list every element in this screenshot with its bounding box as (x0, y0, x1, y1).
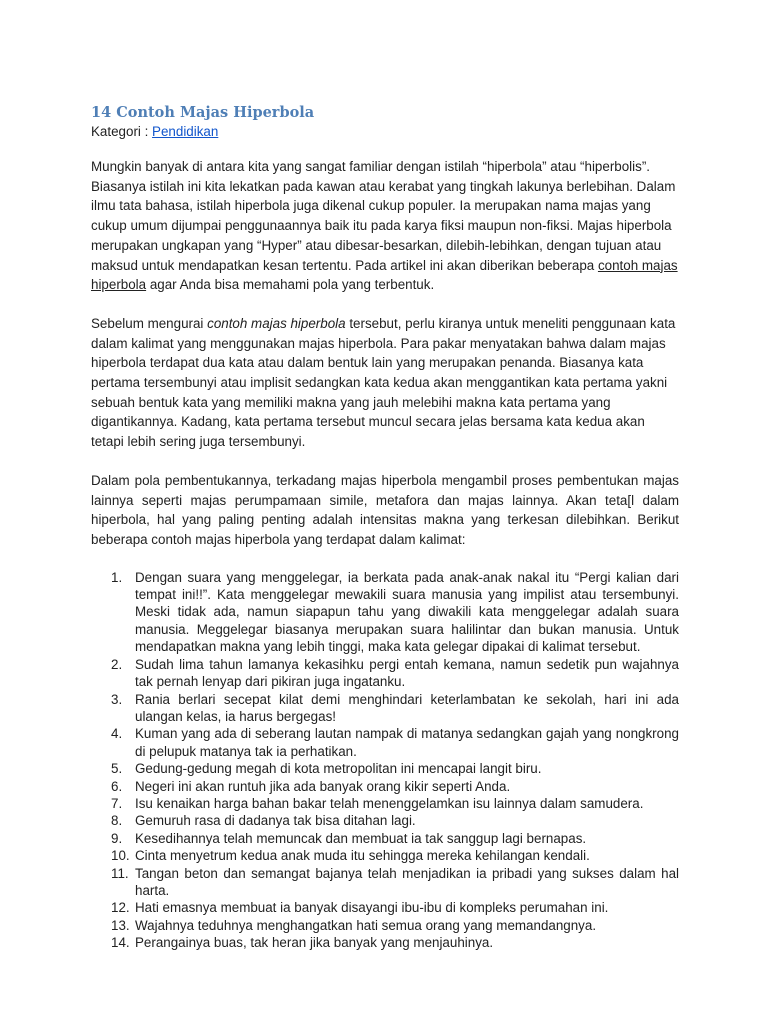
list-item-number: 3. (111, 691, 123, 707)
list-item-number: 4. (111, 726, 123, 742)
list-item (91, 656, 679, 691)
examples-list (91, 569, 679, 952)
list-item-number: 6. (111, 778, 123, 794)
list-item-number: 5. (111, 761, 123, 777)
paragraph-intro-text: Mungkin banyak di antara kita yang sangat familiar dengan istilah “hiperbola” atau “hiperbolis”. Biasanya istilah ini kita lekatkan pada kawan atau kerabat yang tingkah lakunya berlebihan. Dalam ilmu tata bahasa, istilah hiperbola juga dikenal cukup populer. Ia merupakan nama majas yang cukup umum dijumpai penggunaannya baik itu pada karya fiksi maupun non-fiksi. Majas hiperbola merupakan ungkapan yang “Hyper” atau dibesar-besarkan, dilebih-lebihkan, dengan tujuan atau maksud untuk mendapatkan kesan tertentu. Pada artikel ini akan diberikan beberapa (91, 159, 676, 273)
list-item-number: 1. (111, 569, 123, 585)
category-line (91, 122, 679, 142)
category-link[interactable]: Pendidikan (152, 124, 219, 139)
list-item-text: Negeri ini akan runtuh jika ada banyak orang kikir seperti Anda. (135, 778, 511, 794)
list-item (91, 847, 679, 864)
list-item (91, 725, 679, 760)
paragraph-intro-tail: agar Anda bisa memahami pola yang terbentuk. (146, 277, 435, 293)
list-item-number: 13. (111, 917, 130, 933)
paragraph-analysis-rest: tersebut, perlu kiranya untuk meneliti penggunaan kata dalam kalimat yang menggunakan majas hiperbola. Para pakar menyatakan bahwa dalam majas hiperbola terdapat dua kata atau dalam bentuk lain yang merupakan penanda. Biasanya kata pertama tersembunyi atau implisit sedangkan kata kedua akan menggantikan kata pertama yakni sebuah bentuk kata yang memiliki makna yang jauh melebihi makna kata pertama yang digantikannya. Kadang, kata pertama tersebut muncul secara jelas bersama kata kedua akan tetapi lebih sering juga tersembunyi. (91, 315, 676, 450)
list-item-text: Kesedihannya telah memuncak dan membuat ia tak sanggup lagi bernapas. (135, 830, 587, 846)
contoh-majas-hiperbola-link[interactable]: contoh majas hiperbola (91, 257, 678, 293)
list-item-number: 12. (111, 900, 130, 916)
list-item-text: Perangainya buas, tak heran jika banyak yang menjauhinya. (135, 935, 494, 951)
list-item (91, 934, 679, 951)
list-item-text: Dengan suara yang menggelegar, ia berkata pada anak-anak nakal itu “Pergi kalian dari tempat ini!!”. Kata menggelegar mewakili suara manusia yang impilist atau tersembunyi. Meski tidak ada, namun siapapun tahu yang diwakili kata menggelegar adalah suara manusia. Meggelegar biasanya merupakan suara halilintar dan bukan manusia. Untuk mendapatkan makna yang lebih tinggi, maka kata gelegar dipakai di kalimat tersebut. (135, 569, 679, 655)
list-item-text: Tangan beton dan semangat bajanya telah menjadikan ia pribadi yang sukses dalam hal harta. (135, 865, 679, 898)
paragraph-intro (91, 157, 679, 295)
list-item (91, 812, 679, 829)
list-item-number: 2. (111, 656, 123, 672)
list-item-number: 11. (111, 865, 129, 881)
list-item-text: Sudah lima tahun lamanya kekasihku pergi entah kemana, namun sedetik pun wajahnya tak pernah lenyap dari pikiran juga ingatanku. (135, 656, 679, 690)
list-item-number: 14. (111, 935, 130, 951)
list-item-text: Rania berlari secepat kilat demi menghindari keterlambatan ke sekolah, hari ini ada ulangan kelas, ia harus bergegas! (135, 691, 679, 724)
list-item-text: Isu kenaikan harga bahan bakar telah menenggelamkan isu lainnya dalam samudera. (135, 795, 644, 811)
list-item (91, 778, 679, 795)
paragraph-analysis-start: Sebelum mengurai (91, 315, 208, 331)
list-item-text: Kuman yang ada di seberang lautan nampak di matanya sedangkan gajah yang nongkrong di pelupuk matanya tak ia perhatikan. (135, 726, 679, 759)
list-item (91, 917, 679, 934)
list-item (91, 865, 679, 900)
list-item (91, 760, 679, 777)
list-item-text: Cinta menyetrum kedua anak muda itu sehingga mereka kehilangan kendali. (135, 848, 590, 864)
paragraph-analysis-italic: contoh majas hiperbola (207, 315, 346, 331)
list-item-number: 9. (111, 830, 123, 846)
list-item (91, 830, 679, 847)
paragraph-pattern: Dalam pola pembentukannya, terkadang majas hiperbola mengambil proses pembentukan majas lainnya seperti majas perumpamaan simile, metafora dan majas lainnya. Akan teta[l dalam hiperbola, hal yang paling penting adalah intensitas makna yang terkesan dilebihkan. Berikut beberapa contoh majas hiperbola yang terdapat dalam kalimat: (91, 472, 679, 547)
list-item-text: Gemuruh rasa di dadanya tak bisa ditahan lagi. (135, 813, 416, 829)
list-item-text: Hati emasnya membuat ia banyak disayangi ibu-ibu di kompleks perumahan ini. (135, 900, 609, 916)
category-label: Kategori : (91, 124, 153, 139)
list-item-text: Wajahnya teduhnya menghangatkan hati semua orang yang memandangnya. (135, 917, 597, 933)
list-item-number: 7. (111, 795, 123, 811)
document-page (91, 104, 679, 952)
page-title: 14 Contoh Majas Hiperbola (91, 104, 315, 121)
list-item-number: 8. (111, 813, 123, 829)
list-item (91, 899, 679, 916)
paragraph-analysis (91, 314, 679, 452)
list-item (91, 569, 679, 656)
list-item-number: 10. (111, 848, 130, 864)
list-item (91, 795, 679, 812)
list-item (91, 691, 679, 726)
list-item-text: Gedung-gedung megah di kota metropolitan ini mencapai langit biru. (135, 761, 542, 777)
